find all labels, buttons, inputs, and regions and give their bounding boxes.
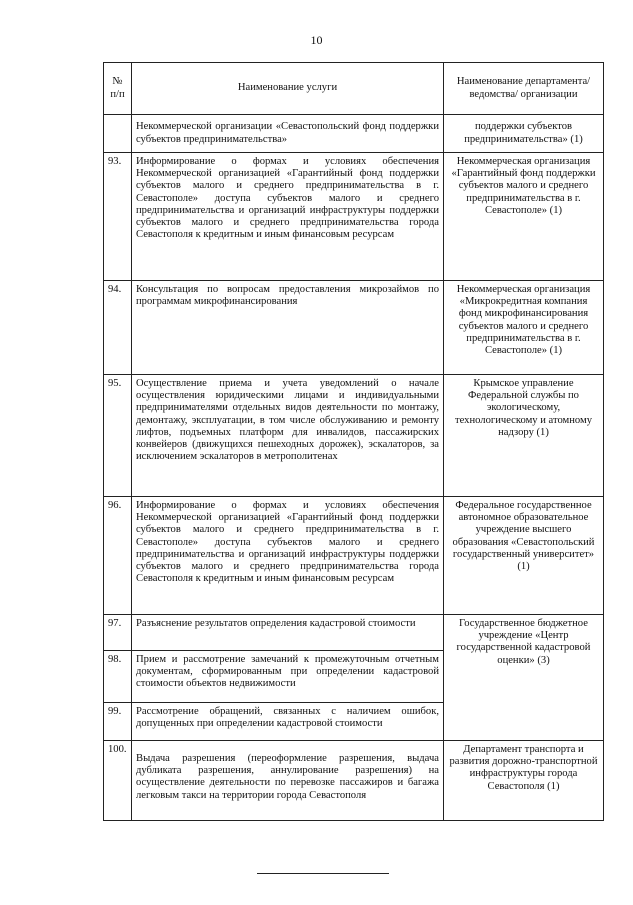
row-num: 96.: [104, 497, 132, 615]
table-row: [104, 375, 604, 497]
row-num: 94.: [104, 281, 132, 375]
row-num: 93.: [104, 153, 132, 281]
table-header-row: [104, 63, 604, 115]
row-num: 100.: [104, 741, 132, 821]
row-service: Некоммерческой организации «Севастопольский фонд поддержки субъектов предпринимательства»: [132, 115, 444, 153]
row-department: Крымское управление Федеральной службы по экологическому, технологическому и атомному надзору (1): [444, 375, 604, 497]
table-row: [104, 615, 604, 651]
row-service: Информирование о формах и условиях обеспечения Некоммерческой организацией «Гарантийный фонд поддержки субъектов малого и среднего предпринимательства в г. Севастополе» доступа субъектов малого и среднего предпринимательства и организаций инфраструктуры поддержки субъектов малого и среднего предпринимательства города Севастополя к кредитным и иным финансовым ресурсам: [132, 497, 444, 615]
row-num: 98.: [104, 651, 132, 703]
row-service: Разъяснение результатов определения кадастровой стоимости: [132, 615, 444, 651]
row-service: Осуществление приема и учета уведомлений о начале осуществления юридическими лицами и индивидуальными предпринимателями отдельных видов деятельности по монтажу, демонтажу, эксплуатации, в том числе обслуживанию и ремонту лифтов, подъемных платформ для инвалидов, пассажирских конвейеров (движущихся пешеходных дорожек), эскалаторов, за исключением эскалаторов в метрополитенах: [132, 375, 444, 497]
footer-divider: [257, 873, 389, 874]
row-service: Рассмотрение обращений, связанных с наличием ошибок, допущенных при определении кадастровой стоимости: [132, 703, 444, 741]
row-department: Федеральное государственное автономное образовательное учреждение высшего образования «Севастопольский государственный университет» (1): [444, 497, 604, 615]
services-table: [103, 62, 604, 821]
row-service: Выдача разрешения (переоформление разрешения, выдача дубликата разрешения, аннулирование разрешения) на осуществление деятельности по перевозке пассажиров и багажа легковым такси на территории города Севастополя: [132, 741, 444, 821]
row-department: Департамент транспорта и развития дорожно-транспортной инфраструктуры города Севастополя (1): [444, 741, 604, 821]
table-row: [104, 153, 604, 281]
row-department: поддержки субъектов предпринимательства» (1): [444, 115, 604, 153]
row-service: Прием и рассмотрение замечаний к промежуточным отчетным документам, сформированным при определении кадастровой стоимости объектов недвижимости: [132, 651, 444, 703]
table-row: [104, 741, 604, 821]
table-row: [104, 497, 604, 615]
row-service: Информирование о формах и условиях обеспечения Некоммерческой организацией «Гарантийный фонд поддержки субъектов малого и среднего предпринимательства в г. Севастополе» доступа субъектов малого и среднего предпринимательства и организаций инфраструктуры поддержки субъектов малого и среднего предпринимательства города Севастополя к кредитным и иным финансовым ресурсам: [132, 153, 444, 281]
row-department: Некоммерческая организация «Гарантийный фонд поддержки субъектов малого и среднего предпринимательства в г. Севастополе» (1): [444, 153, 604, 281]
header-department: Наименование департамента/ведомства/ организации: [444, 63, 604, 115]
row-num: 99.: [104, 703, 132, 741]
row-department: Государственное бюджетное учреждение «Центр государственной кадастровой оценки» (3): [444, 615, 604, 741]
table-row-continuation: [104, 115, 604, 153]
row-service: Консультация по вопросам предоставления микрозаймов по программам микрофинансирования: [132, 281, 444, 375]
row-num: [104, 115, 132, 153]
row-num: 97.: [104, 615, 132, 651]
page-number: 10: [310, 33, 323, 47]
header-service: Наименование услуги: [132, 63, 444, 115]
row-department: Некоммерческая организация «Микрокредитная компания фонд микрофинансирования субъектов малого и среднего предпринимательства в г. Севастополе» (1): [444, 281, 604, 375]
table-row: [104, 281, 604, 375]
row-num: 95.: [104, 375, 132, 497]
header-num: № п/п: [104, 63, 132, 115]
